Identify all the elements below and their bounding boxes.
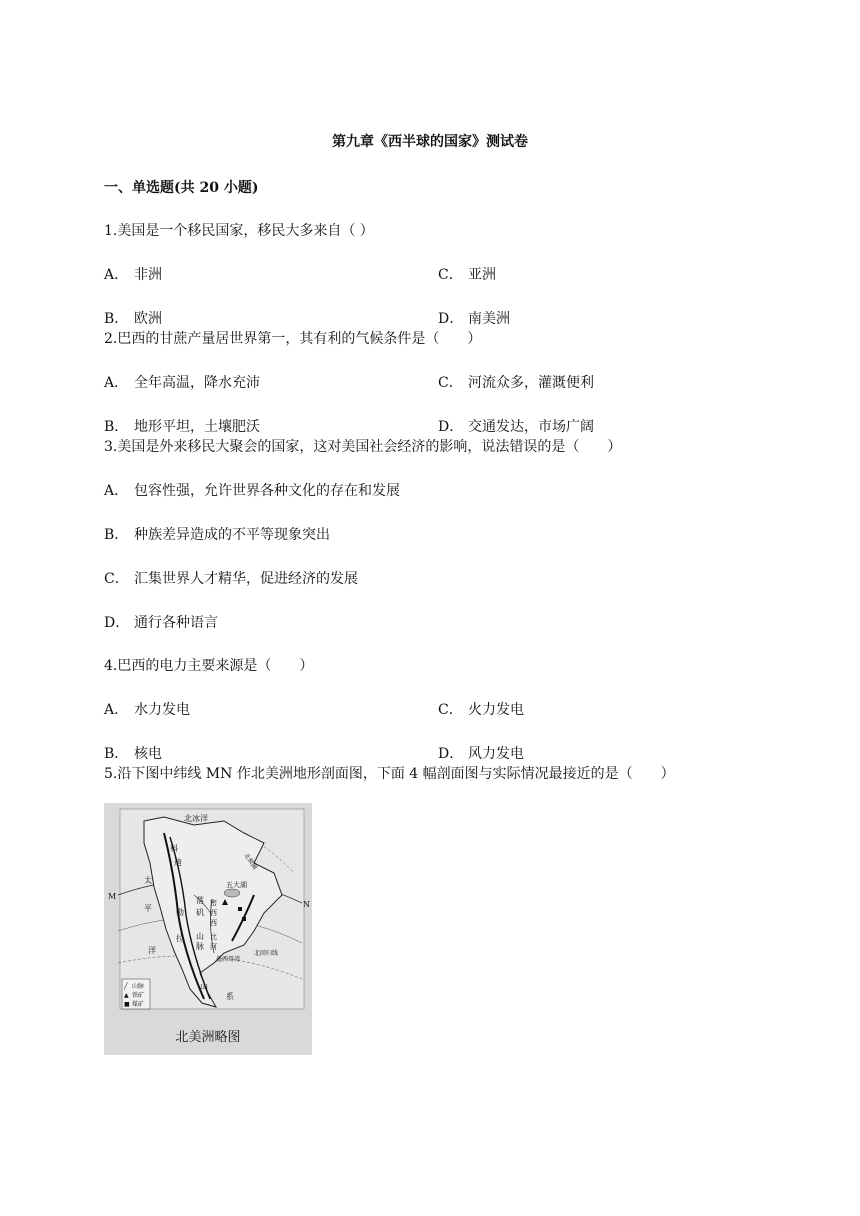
question-1-option-a <box>104 264 162 284</box>
label-gulf: 墨西哥湾 <box>216 956 241 963</box>
question-1-option-b <box>104 308 162 328</box>
option-letter: D． <box>438 311 464 327</box>
question-4-option-b <box>104 743 162 763</box>
label-cordillera-1: 科 <box>170 844 178 853</box>
option-letter: C． <box>438 267 463 283</box>
question-4-stem: 4.巴西的电力主要来源是（ ） <box>104 658 314 674</box>
label-arctic-circle: 北极圈 <box>242 852 259 871</box>
label-pacific-1: 太 <box>144 876 152 885</box>
question-4-option-c <box>438 699 524 719</box>
label-mississippi-2: 西 <box>210 909 217 917</box>
label-pacific-3: 洋 <box>148 946 156 955</box>
coal-marker <box>238 907 242 911</box>
page-title: 第九章《西半球的国家》测试卷 <box>332 134 528 150</box>
legend-coal: 煤矿 <box>132 1001 145 1008</box>
option-letter: A． <box>104 702 129 718</box>
option-text: 地形平坦，土壤肥沃 <box>134 419 260 435</box>
option-letter: B． <box>104 527 129 543</box>
question-5-stem: 5.沿下图中纬线 MN 作北美洲地形剖面图，下面 4 幅剖面图与实际情况最接近的是（ ） <box>104 766 675 782</box>
map-caption: 北美洲略图 <box>175 1030 241 1045</box>
question-2-option-b <box>104 416 260 436</box>
map-drawing <box>104 803 312 1055</box>
label-cordillera-2: 迪 <box>174 858 182 867</box>
option-text: 亚洲 <box>468 267 496 283</box>
legend-symbol-mountain: ╱ <box>124 983 128 990</box>
question-4-option-d <box>438 743 524 763</box>
option-text: 南美洲 <box>468 311 510 327</box>
option-text: 火力发电 <box>468 702 524 718</box>
label-m: M <box>108 892 117 901</box>
option-text: 欧洲 <box>134 311 162 327</box>
option-text: 交通发达，市场广阔 <box>468 419 594 435</box>
option-letter: A． <box>104 483 129 499</box>
question-1-option-c <box>438 264 496 284</box>
legend-iron: 铁矿 <box>132 992 145 999</box>
option-letter: B． <box>104 311 129 327</box>
option-letter: D． <box>438 419 464 435</box>
label-cordillera-5: 山 <box>200 982 208 991</box>
label-n: N <box>303 900 310 909</box>
question-3-option-c <box>104 568 358 588</box>
question-2-stem: 2.巴西的甘蔗产量居世界第一，其有利的气候条件是（ ） <box>104 331 482 347</box>
option-letter: D． <box>438 746 464 762</box>
option-text: 全年高温，降水充沛 <box>134 375 260 391</box>
option-letter: B． <box>104 746 129 762</box>
option-text: 非洲 <box>134 267 162 283</box>
label-cordillera-3: 勒 <box>176 908 184 917</box>
question-2-option-d <box>438 416 594 436</box>
question-4-option-a <box>104 699 190 719</box>
question-1-option-d <box>438 308 510 328</box>
label-pacific-2: 平 <box>144 904 152 913</box>
legend-symbol-coal: ■ <box>124 1001 130 1008</box>
label-cordillera-6: 系 <box>226 992 234 1001</box>
label-mississippi-1: 密 <box>210 899 217 907</box>
option-text: 核电 <box>134 746 162 762</box>
option-letter: A． <box>104 375 129 391</box>
question-1-stem: 1.美国是一个移民国家，移民大多来自（ ） <box>104 223 374 239</box>
label-great-lakes: 五大湖 <box>226 881 247 889</box>
label-mississippi-5: 河 <box>210 943 217 951</box>
option-letter: B． <box>104 419 129 435</box>
great-lakes <box>224 889 240 897</box>
question-3-option-a <box>104 480 400 500</box>
option-text: 水力发电 <box>134 702 190 718</box>
label-tropic: 北回归线 <box>254 950 279 957</box>
coal-marker <box>242 917 246 921</box>
question-2-option-a <box>104 372 260 392</box>
option-letter: C． <box>438 375 463 391</box>
label-rocky-3: 山 <box>196 932 204 941</box>
option-text: 汇集世界人才精华，促进经济的发展 <box>134 571 358 587</box>
option-letter: C． <box>438 702 463 718</box>
label-rocky-1: 落 <box>196 896 204 905</box>
legend-symbol-iron: ▲ <box>124 992 129 999</box>
option-letter: A． <box>104 267 129 283</box>
question-3-option-d <box>104 612 218 632</box>
question-3-option-b <box>104 524 330 544</box>
option-text: 河流众多，灌溉便利 <box>468 375 594 391</box>
label-mississippi-4: 比 <box>210 933 217 941</box>
option-text: 种族差异造成的不平等现象突出 <box>134 527 330 543</box>
question-2-option-c <box>438 372 594 392</box>
option-text: 风力发电 <box>468 746 524 762</box>
label-rocky-4: 脉 <box>196 942 204 951</box>
option-letter: C． <box>104 571 129 587</box>
legend-mountain: 山脉 <box>132 983 145 990</box>
question-3-stem: 3.美国是外来移民大聚会的国家，这对美国社会经济的影响，说法错误的是（ ） <box>104 439 622 455</box>
option-text: 包容性强，允许世界各种文化的存在和发展 <box>134 483 400 499</box>
north-america-map <box>104 803 312 1055</box>
label-arctic: 北冰洋 <box>184 814 208 823</box>
label-mississippi-3: 西 <box>210 919 217 927</box>
section-heading: 一、单选题(共 20 小题) <box>104 180 259 196</box>
label-rocky-2: 矶 <box>196 908 204 917</box>
option-letter: D． <box>104 615 130 631</box>
label-cordillera-4: 拉 <box>176 934 184 943</box>
option-text: 通行各种语言 <box>134 615 218 631</box>
